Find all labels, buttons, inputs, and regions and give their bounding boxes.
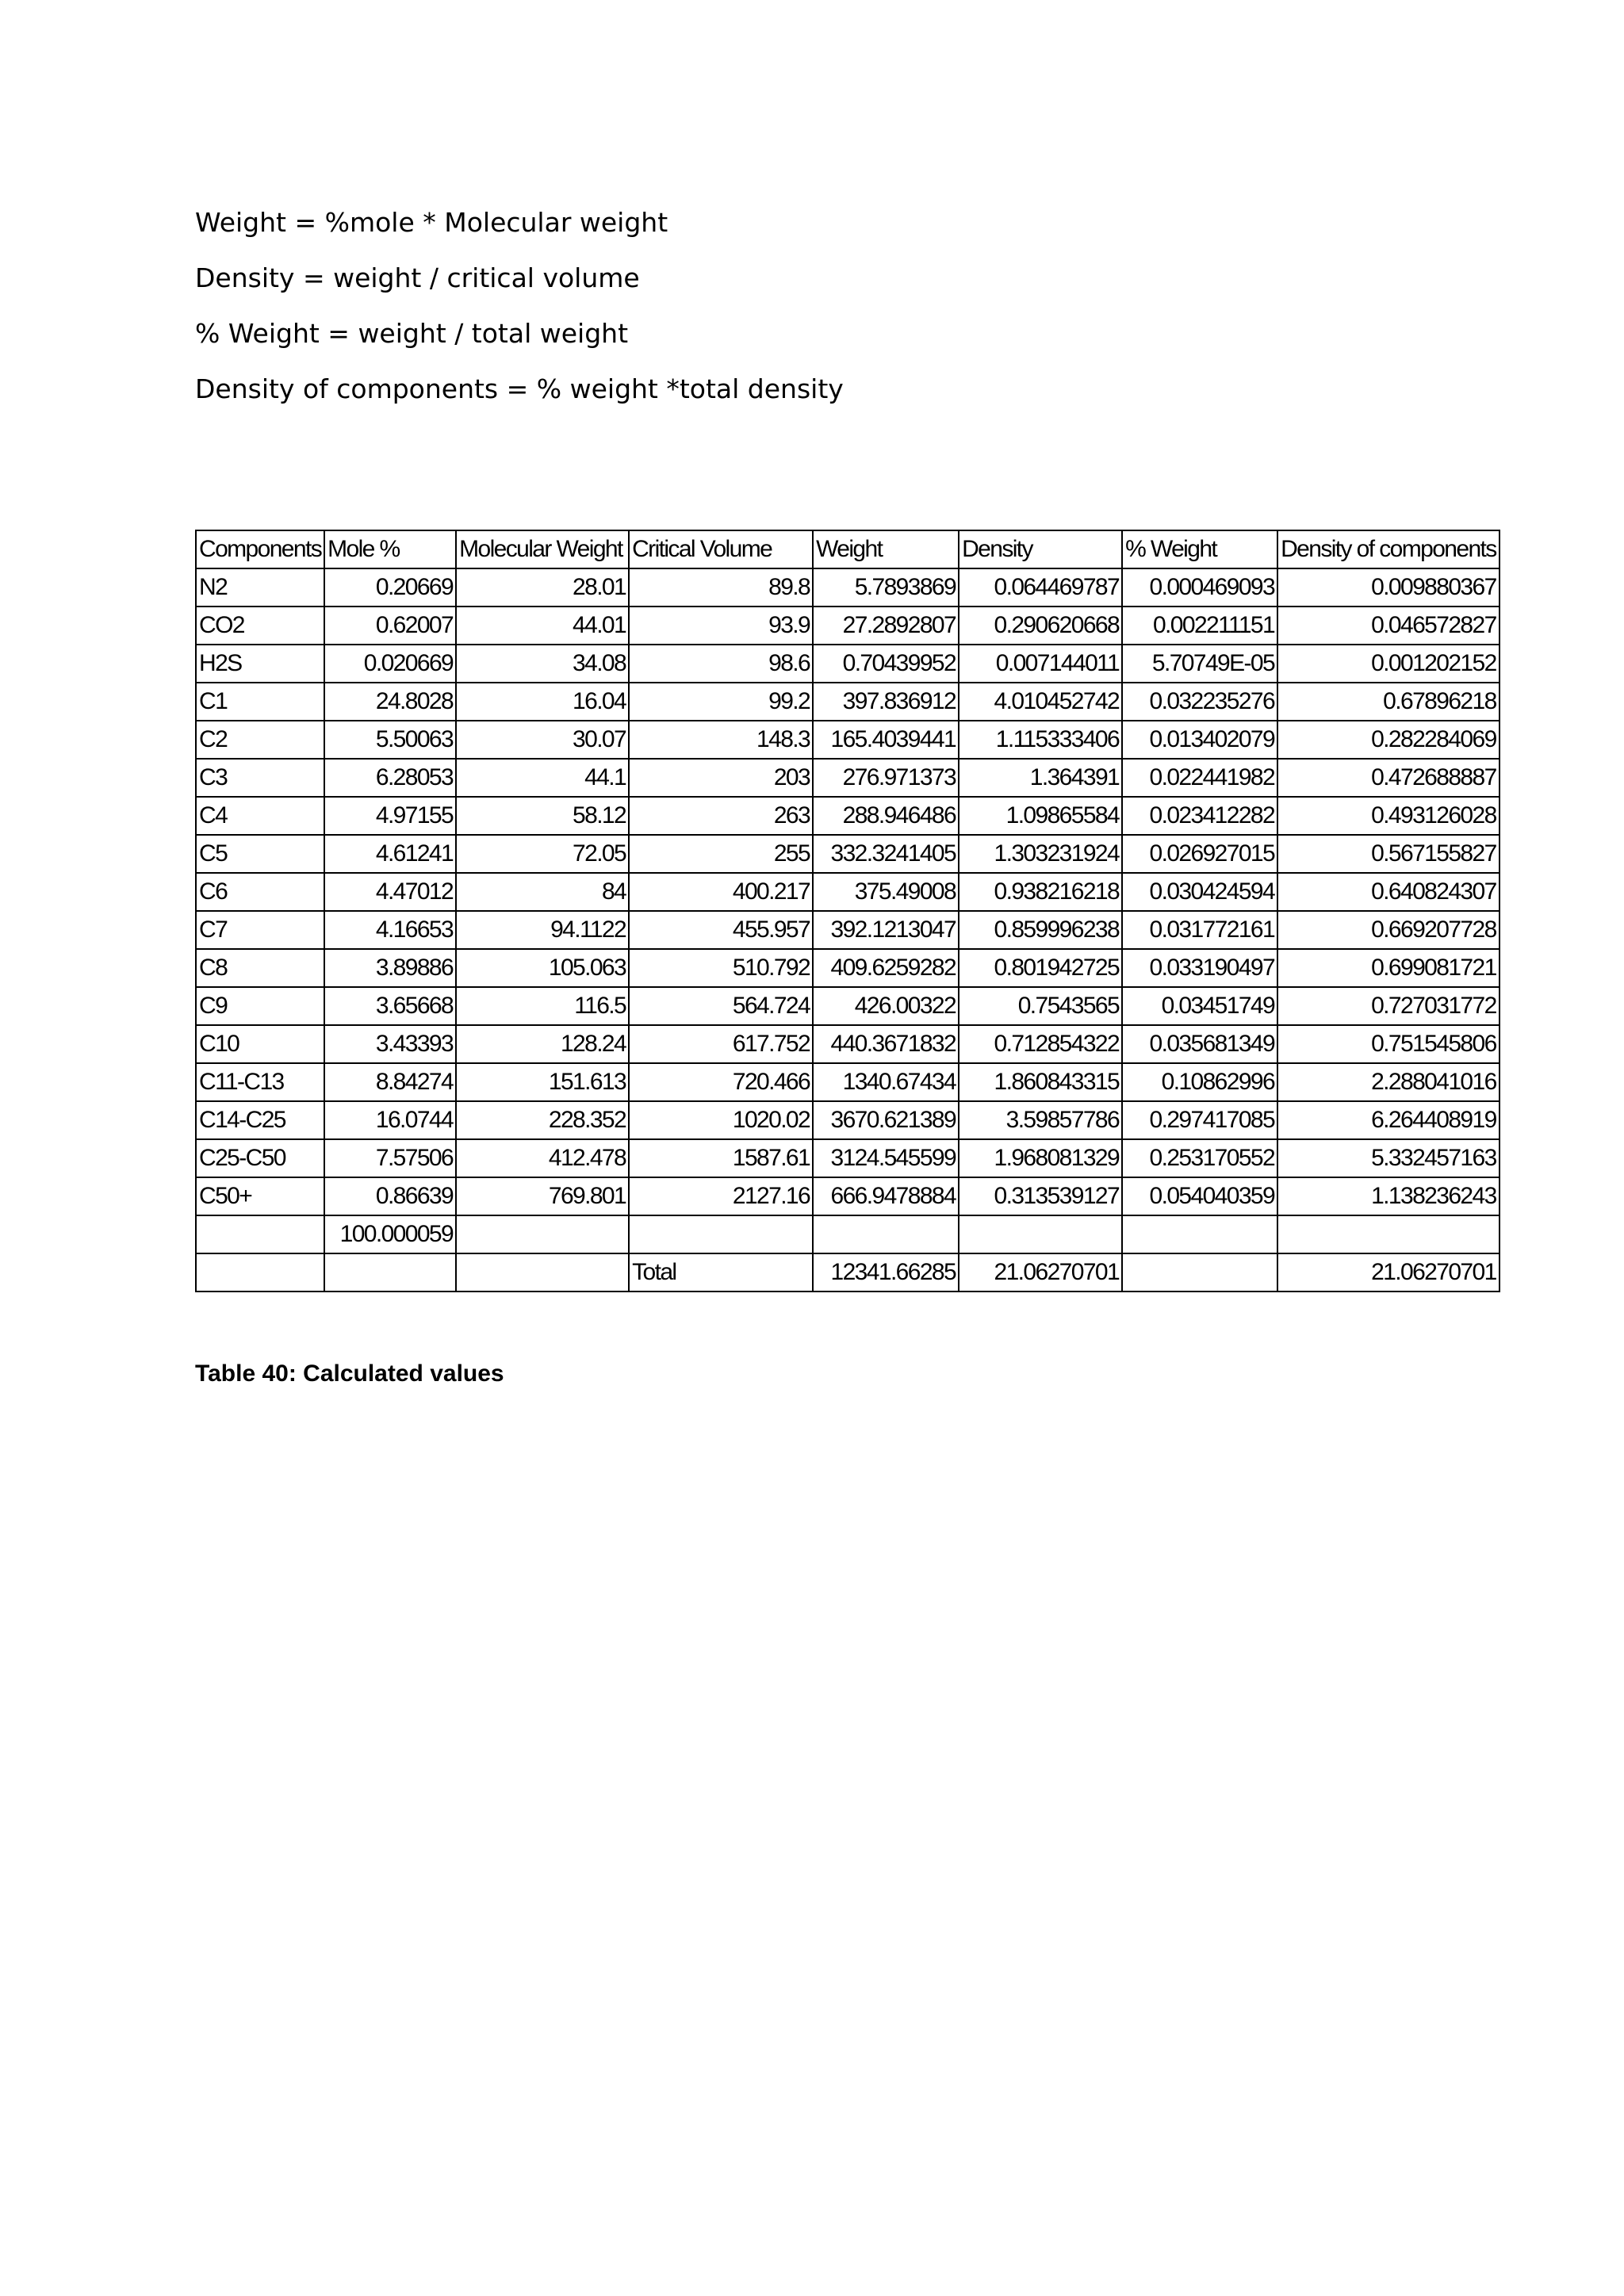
cell-components: C8 [196,949,324,987]
cell-density-of-components [1277,1215,1500,1253]
cell-critical-volume: 510.792 [629,949,813,987]
cell-weight: 5.7893869 [813,568,959,607]
table-row [196,1025,1500,1063]
cell-density: 1.364391 [959,759,1122,797]
cell-percent-weight: 0.026927015 [1122,835,1277,873]
cell-critical-volume: 2127.16 [629,1177,813,1215]
cell-density: 0.313539127 [959,1177,1122,1215]
cell-molecular-weight: 34.08 [456,645,629,683]
cell-mole-percent: 8.84274 [324,1063,456,1101]
cell-weight: 666.9478884 [813,1177,959,1215]
cell-percent-weight: 0.002211151 [1122,607,1277,645]
cell-components: C9 [196,987,324,1025]
cell-components: H2S [196,645,324,683]
header-components: Components [196,530,324,568]
cell-percent-weight [1122,1215,1277,1253]
cell-mole-percent: 5.50063 [324,721,456,759]
cell-density-of-components: 6.264408919 [1277,1101,1500,1139]
cell-density: 0.007144011 [959,645,1122,683]
cell-molecular-weight: 16.04 [456,683,629,721]
cell-mole-percent: 6.28053 [324,759,456,797]
cell-molecular-weight: 44.1 [456,759,629,797]
cell-critical-volume: 89.8 [629,568,813,607]
table-row [196,797,1500,835]
cell-mole-percent: 3.89886 [324,949,456,987]
cell-components: C5 [196,835,324,873]
cell-density: 21.06270701 [959,1253,1122,1292]
cell-weight: 12341.66285 [813,1253,959,1292]
cell-components: C50+ [196,1177,324,1215]
cell-critical-volume: 99.2 [629,683,813,721]
cell-critical-volume: 564.724 [629,987,813,1025]
cell-density-of-components: 0.567155827 [1277,835,1500,873]
cell-molecular-weight: 58.12 [456,797,629,835]
table-row [196,1101,1500,1139]
cell-density: 1.09865584 [959,797,1122,835]
cell-mole-percent: 100.000059 [324,1215,456,1253]
cell-molecular-weight [456,1215,629,1253]
cell-weight: 375.49008 [813,873,959,911]
table-row [196,835,1500,873]
cell-percent-weight: 5.70749E-05 [1122,645,1277,683]
cell-molecular-weight: 30.07 [456,721,629,759]
header-mole-percent: Mole % [324,530,456,568]
cell-density: 0.290620668 [959,607,1122,645]
formula-weight: Weight = %mole * Molecular weight [195,207,668,238]
cell-weight: 397.836912 [813,683,959,721]
cell-components: C7 [196,911,324,949]
cell-percent-weight: 0.030424594 [1122,873,1277,911]
formula-percent-weight: % Weight = weight / total weight [195,318,629,349]
cell-density-of-components: 0.009880367 [1277,568,1500,607]
cell-density: 0.801942725 [959,949,1122,987]
cell-critical-volume: 148.3 [629,721,813,759]
cell-density-of-components: 0.67896218 [1277,683,1500,721]
cell-percent-weight: 0.031772161 [1122,911,1277,949]
formula-list [195,195,1305,417]
cell-percent-weight: 0.023412282 [1122,797,1277,835]
table-header-row [196,530,1500,568]
cell-weight: 288.946486 [813,797,959,835]
cell-molecular-weight: 105.063 [456,949,629,987]
cell-components: C1 [196,683,324,721]
cell-density: 0.7543565 [959,987,1122,1025]
table-row [196,1063,1500,1101]
header-critical-volume: Critical Volume [629,530,813,568]
cell-critical-volume: 98.6 [629,645,813,683]
cell-percent-weight: 0.033190497 [1122,949,1277,987]
cell-mole-percent: 0.020669 [324,645,456,683]
cell-density-of-components: 0.493126028 [1277,797,1500,835]
table-row [196,987,1500,1025]
cell-density-of-components: 0.282284069 [1277,721,1500,759]
table-row [196,1177,1500,1215]
cell-critical-volume: 617.752 [629,1025,813,1063]
cell-percent-weight [1122,1253,1277,1292]
cell-percent-weight: 0.032235276 [1122,683,1277,721]
cell-mole-percent: 0.62007 [324,607,456,645]
cell-density-of-components: 0.699081721 [1277,949,1500,987]
cell-molecular-weight: 84 [456,873,629,911]
table-row [196,759,1500,797]
cell-weight: 27.2892807 [813,607,959,645]
table-row [196,1215,1500,1253]
cell-components: C2 [196,721,324,759]
table-row [196,607,1500,645]
cell-critical-volume: 203 [629,759,813,797]
cell-critical-volume: 255 [629,835,813,873]
formula-density: Density = weight / critical volume [195,262,640,293]
cell-mole-percent: 4.47012 [324,873,456,911]
cell-components: C6 [196,873,324,911]
table-row [196,873,1500,911]
cell-weight: 409.6259282 [813,949,959,987]
cell-weight: 0.70439952 [813,645,959,683]
cell-critical-volume: 720.466 [629,1063,813,1101]
cell-molecular-weight: 94.1122 [456,911,629,949]
cell-molecular-weight [456,1253,629,1292]
cell-weight: 165.4039441 [813,721,959,759]
header-density-of-components: Density of components [1277,530,1500,568]
table-caption: Table 40: Calculated values [195,1360,504,1387]
cell-density-of-components: 0.727031772 [1277,987,1500,1025]
cell-molecular-weight: 72.05 [456,835,629,873]
cell-percent-weight: 0.022441982 [1122,759,1277,797]
cell-components: C4 [196,797,324,835]
cell-percent-weight: 0.03451749 [1122,987,1277,1025]
cell-density: 1.115333406 [959,721,1122,759]
cell-mole-percent: 3.43393 [324,1025,456,1063]
cell-molecular-weight: 228.352 [456,1101,629,1139]
cell-weight: 332.3241405 [813,835,959,873]
cell-components: N2 [196,568,324,607]
cell-weight [813,1215,959,1253]
cell-mole-percent: 0.20669 [324,568,456,607]
cell-density-of-components: 0.046572827 [1277,607,1500,645]
cell-density: 3.59857786 [959,1101,1122,1139]
cell-density: 0.712854322 [959,1025,1122,1063]
cell-components: C11-C13 [196,1063,324,1101]
cell-molecular-weight: 128.24 [456,1025,629,1063]
cell-critical-volume: 1020.02 [629,1101,813,1139]
cell-weight: 426.00322 [813,987,959,1025]
cell-percent-weight: 0.253170552 [1122,1139,1277,1177]
cell-molecular-weight: 769.801 [456,1177,629,1215]
cell-density: 0.859996238 [959,911,1122,949]
cell-critical-volume: 400.217 [629,873,813,911]
cell-density-of-components: 0.640824307 [1277,873,1500,911]
cell-percent-weight: 0.10862996 [1122,1063,1277,1101]
cell-mole-percent: 4.61241 [324,835,456,873]
cell-components: C10 [196,1025,324,1063]
cell-mole-percent: 4.97155 [324,797,456,835]
cell-density: 4.010452742 [959,683,1122,721]
cell-molecular-weight: 28.01 [456,568,629,607]
cell-molecular-weight: 412.478 [456,1139,629,1177]
calculated-values-table [195,530,1500,1292]
cell-components: C25-C50 [196,1139,324,1177]
cell-weight: 3124.545599 [813,1139,959,1177]
cell-critical-volume: Total [629,1253,813,1292]
cell-mole-percent: 24.8028 [324,683,456,721]
header-percent-weight: % Weight [1122,530,1277,568]
calculated-values-table-container [195,530,1500,1292]
cell-density [959,1215,1122,1253]
cell-percent-weight: 0.297417085 [1122,1101,1277,1139]
cell-percent-weight: 0.054040359 [1122,1177,1277,1215]
formula-density-of-components: Density of components = % weight *total density [195,373,844,404]
cell-mole-percent: 4.16653 [324,911,456,949]
table-row [196,721,1500,759]
cell-percent-weight: 0.035681349 [1122,1025,1277,1063]
table-body [196,568,1500,1292]
cell-weight: 392.1213047 [813,911,959,949]
cell-weight: 3670.621389 [813,1101,959,1139]
table-row [196,645,1500,683]
table-row [196,949,1500,987]
cell-components [196,1215,324,1253]
cell-density-of-components: 2.288041016 [1277,1063,1500,1101]
cell-weight: 276.971373 [813,759,959,797]
cell-mole-percent: 7.57506 [324,1139,456,1177]
cell-components: CO2 [196,607,324,645]
cell-density-of-components: 21.06270701 [1277,1253,1500,1292]
cell-mole-percent [324,1253,456,1292]
cell-density: 0.938216218 [959,873,1122,911]
cell-density: 1.860843315 [959,1063,1122,1101]
cell-components [196,1253,324,1292]
cell-molecular-weight: 151.613 [456,1063,629,1101]
cell-critical-volume [629,1215,813,1253]
cell-molecular-weight: 116.5 [456,987,629,1025]
cell-mole-percent: 3.65668 [324,987,456,1025]
cell-mole-percent: 16.0744 [324,1101,456,1139]
table-row [196,1139,1500,1177]
cell-density: 1.968081329 [959,1139,1122,1177]
cell-components: C3 [196,759,324,797]
cell-density: 0.064469787 [959,568,1122,607]
table-row [196,568,1500,607]
table-row [196,911,1500,949]
cell-critical-volume: 263 [629,797,813,835]
table-row [196,1253,1500,1292]
cell-molecular-weight: 44.01 [456,607,629,645]
table-row [196,683,1500,721]
cell-density: 1.303231924 [959,835,1122,873]
cell-density-of-components: 0.751545806 [1277,1025,1500,1063]
cell-mole-percent: 0.86639 [324,1177,456,1215]
cell-density-of-components: 1.138236243 [1277,1177,1500,1215]
cell-density-of-components: 0.001202152 [1277,645,1500,683]
cell-components: C14-C25 [196,1101,324,1139]
cell-density-of-components: 0.669207728 [1277,911,1500,949]
header-molecular-weight: Molecular Weight [456,530,629,568]
header-weight: Weight [813,530,959,568]
header-density: Density [959,530,1122,568]
cell-weight: 440.3671832 [813,1025,959,1063]
cell-critical-volume: 1587.61 [629,1139,813,1177]
cell-critical-volume: 93.9 [629,607,813,645]
cell-critical-volume: 455.957 [629,911,813,949]
cell-density-of-components: 5.332457163 [1277,1139,1500,1177]
cell-weight: 1340.67434 [813,1063,959,1101]
cell-percent-weight: 0.000469093 [1122,568,1277,607]
cell-density-of-components: 0.472688887 [1277,759,1500,797]
cell-percent-weight: 0.013402079 [1122,721,1277,759]
